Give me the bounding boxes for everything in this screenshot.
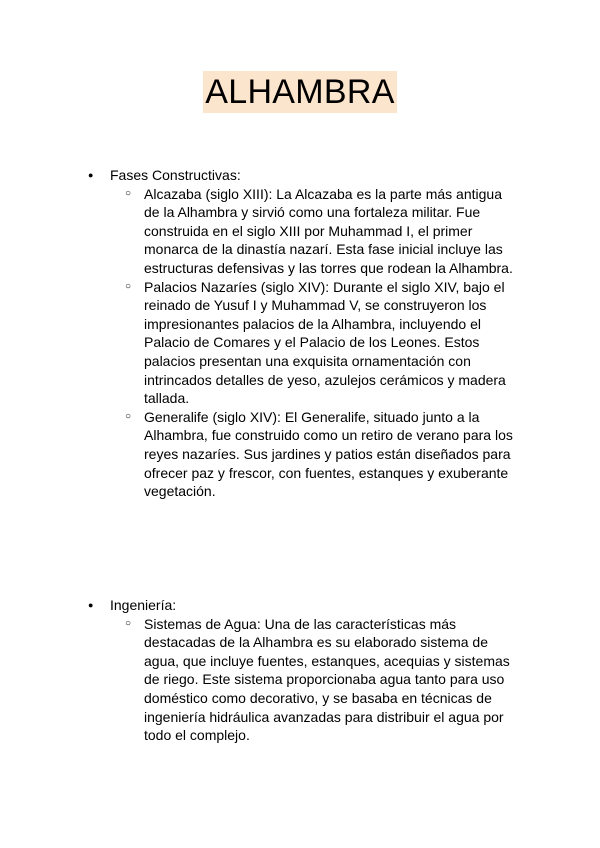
title-container: [0, 71, 600, 113]
list-item-alcazaba: ○ Alcazaba (siglo XIII): La Alcazaba es la parte más antigua de la Alhambra y sirvió como una fortaleza militar. Fue construida en el siglo XIII por Muhammad I, el primer monarca de la dinastía nazarí. Esta fase inicial incluye las estructuras defensivas y las torres que rodean la Alhambra.: [110, 185, 600, 278]
bullet-list: [0, 166, 600, 501]
list-item-sistemas-de-agua: ○ Sistemas de Agua: Una de las características más destacadas de la Alhambra es su elaborado sistema de agua, que incluye fuentes, estanques, acequias y sistemas de riego. Este sistema proporcionaba agua tanto para uso doméstico como decorativo, y se basaba en técnicas de ingeniería hidráulica avanzadas para distribuir el agua por todo el complejo.: [110, 615, 600, 745]
list-item-palacios-nazaries: ○ Palacios Nazaríes (siglo XIV): Durante el siglo XIV, bajo el reinado de Yusuf I y Muhammad V, se construyeron los impresionantes palacios de la Alhambra, incluyendo el Palacio de Comares y el Palacio de los Leones. Estos palacios presentan una exquisita ornamentación con intrincados detalles de yeso, azulejos cerámicos y madera tallada.: [110, 278, 600, 408]
section-ingenieria: [0, 596, 600, 745]
section-heading-ingenieria: [0, 596, 600, 745]
section-heading-fases-constructivas: [0, 166, 600, 501]
bullet-list: [0, 596, 600, 745]
sub-bullet-list: [110, 185, 600, 501]
section-fases-constructivas: [0, 166, 600, 501]
section-heading-text: Ingeniería:: [110, 597, 177, 613]
list-item-generalife: ○ Generalife (siglo XIV): El Generalife, situado junto a la Alhambra, fue construido como un retiro de verano para los reyes nazaríes. Sus jardines y patios están diseñados para ofrecer paz y frescor, con fuentes, estanques y exuberante vegetación.: [110, 408, 600, 501]
document-title: ALHAMBRA: [205, 73, 395, 111]
sub-bullet-list: [110, 615, 600, 745]
section-heading-text: Fases Constructivas:: [110, 167, 241, 183]
